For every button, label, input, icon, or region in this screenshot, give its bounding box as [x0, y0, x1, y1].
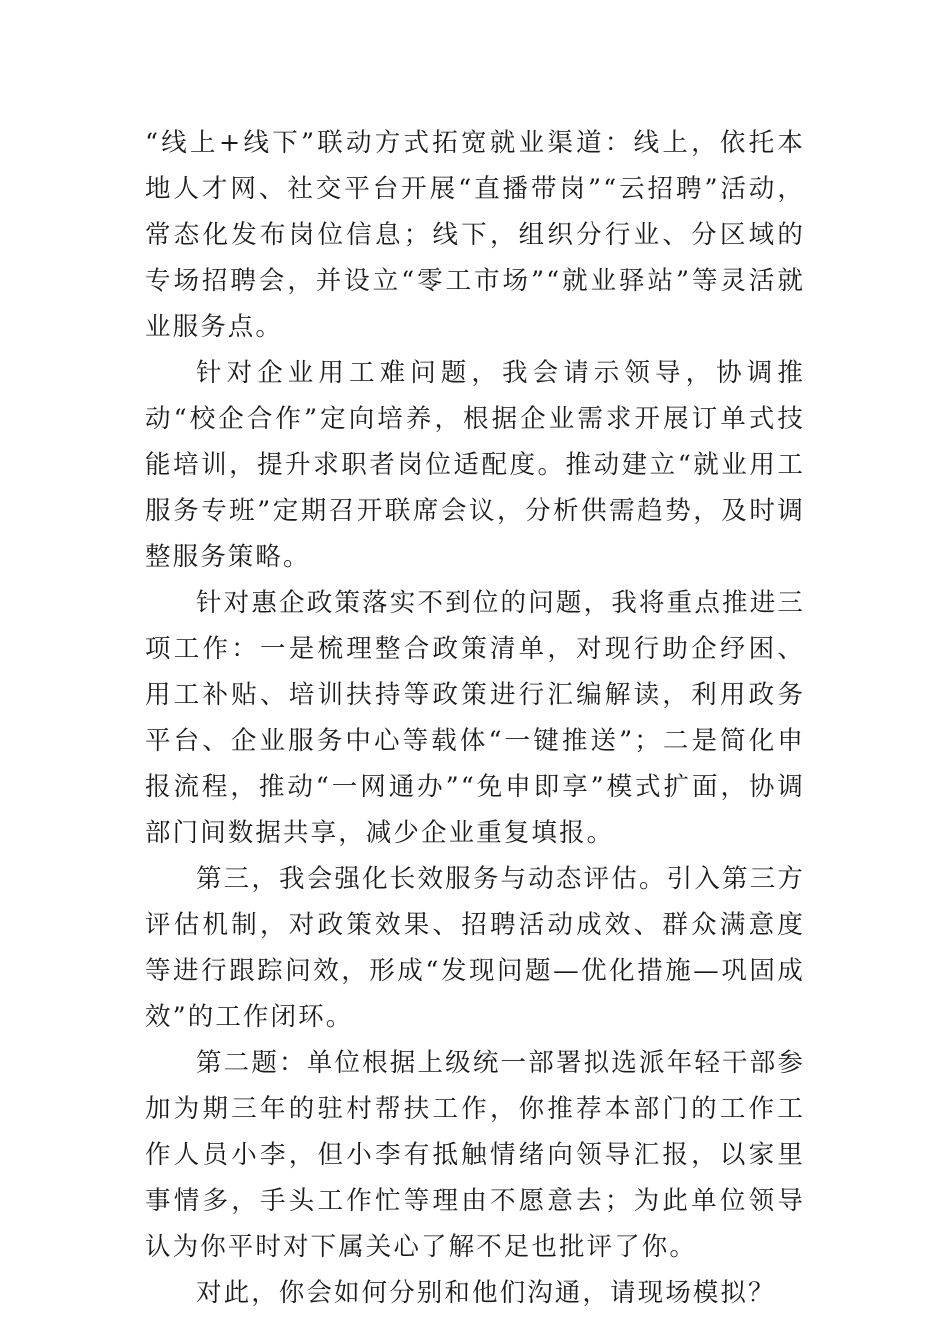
paragraph-question-prompt: 对此，你会如何分别和他们沟通，请现场模拟？: [196, 1278, 776, 1308]
document-body: [145, 120, 805, 1316]
paragraph-online-offline-channels: “线上+线下”联动方式拓宽就业渠道：线上，依托本地人才网、社交平台开展“直播带岗”“云招聘”活动，常态化发布岗位信息；线下，组织分行业、分区域的专场招聘会，并设立“零工市场”“就业驿站”等灵活就业服务点。: [145, 128, 805, 342]
paragraph-enterprise-labor: 针对企业用工难问题，我会请示领导，协调推动“校企合作”定向培养，根据企业需求开展订单式技能培训，提升求职者岗位适配度。推动建立“就业用工服务专班”定期召开联席会议，分析供需趋势，及时调整服务策略。: [145, 358, 805, 572]
paragraph-long-term-service: 第三，我会强化长效服务与动态评估。引入第三方评估机制，对政策效果、招聘活动成效、群众满意度等进行跟踪问效，形成“发现问题—优化措施—巩固成效”的工作闭环。: [145, 864, 805, 1032]
paragraph-policy-implementation: 针对惠企政策落实不到位的问题，我将重点推进三项工作：一是梳理整合政策清单，对现行助企纾困、用工补贴、培训扶持等政策进行汇编解读，利用政务平台、企业服务中心等载体“一键推送”；二是简化申报流程，推动“一网通办”“免申即享”模式扩面，协调部门间数据共享，减少企业重复填报。: [145, 588, 805, 848]
paragraph-question-two: 第二题：单位根据上级统一部署拟选派年轻干部参加为期三年的驻村帮扶工作，你推荐本部门的工作工作人员小李，但小李有抵触情绪向领导汇报，以家里事情多，手头工作忙等理由不愿意去；为此单位领导认为你平时对下属关心了解不足也批评了你。: [145, 1048, 805, 1262]
